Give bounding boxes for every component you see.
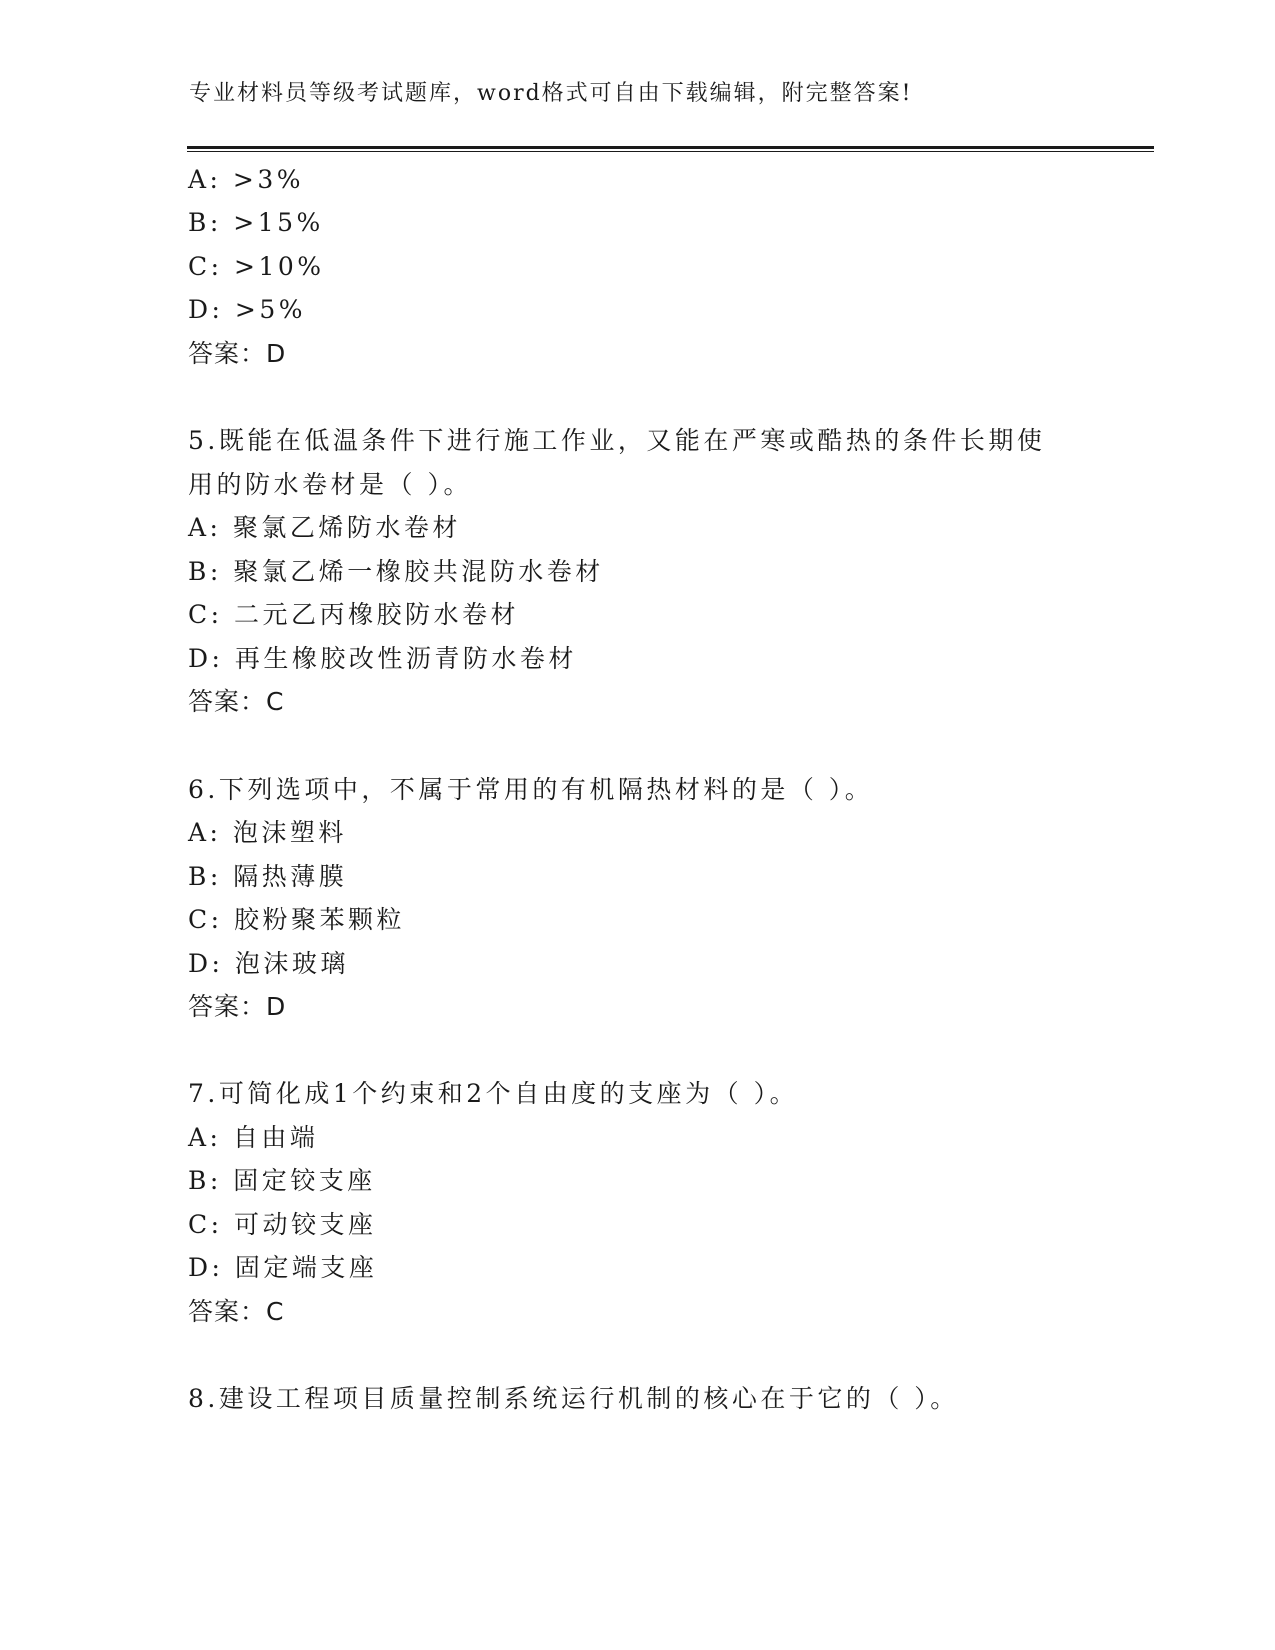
q5-option-b: B: 聚氯乙烯一橡胶共混防水卷材: [188, 557, 604, 586]
q5-option-c: C: 二元乙丙橡胶防水卷材: [188, 600, 519, 629]
q6-option-b: B: 隔热薄膜: [188, 862, 348, 891]
q5-option-d: D: 再生橡胶改性沥青防水卷材: [188, 644, 577, 673]
q6-answer: 答案：D: [188, 992, 287, 1021]
q4-option-d: D: >5%: [188, 295, 307, 324]
q6-option-d: D: 泡沫玻璃: [188, 949, 349, 978]
header-rule-thin: [187, 151, 1154, 152]
q7-option-d: D: 固定端支座: [188, 1253, 378, 1282]
q5-stem-line1: 5.既能在低温条件下进行施工作业，又能在严寒或酷热的条件长期使: [188, 426, 1046, 455]
q7-option-c: C: 可动铰支座: [188, 1210, 377, 1239]
q7-option-a: A: 自由端: [188, 1123, 319, 1152]
q7-stem: 7.可简化成1个约束和2个自由度的支座为（ ）。: [188, 1079, 799, 1108]
q4-option-c: C: >10%: [188, 252, 325, 281]
q4-option-b: B: >15%: [188, 208, 324, 237]
q6-option-a: A: 泡沫塑料: [188, 818, 347, 847]
q8-stem: 8.建设工程项目质量控制系统运行机制的核心在于它的（ ）。: [188, 1384, 959, 1413]
header-rule-thick: [187, 146, 1154, 149]
q4-option-a: A: >3%: [188, 165, 305, 194]
q5-answer: 答案：C: [188, 687, 285, 716]
page-header: 专业材料员等级考试题库，word格式可自由下载编辑，附完整答案!: [189, 81, 913, 106]
q6-stem: 6.下列选项中，不属于常用的有机隔热材料的是（ ）。: [188, 775, 874, 804]
q5-option-a: A: 聚氯乙烯防水卷材: [188, 513, 461, 542]
q7-option-b: B: 固定铰支座: [188, 1166, 376, 1195]
q5-stem-line2: 用的防水卷材是（ ）。: [188, 470, 472, 499]
q4-answer: 答案：D: [188, 339, 287, 368]
q6-option-c: C: 胶粉聚苯颗粒: [188, 905, 405, 934]
q7-answer: 答案：C: [188, 1297, 285, 1326]
